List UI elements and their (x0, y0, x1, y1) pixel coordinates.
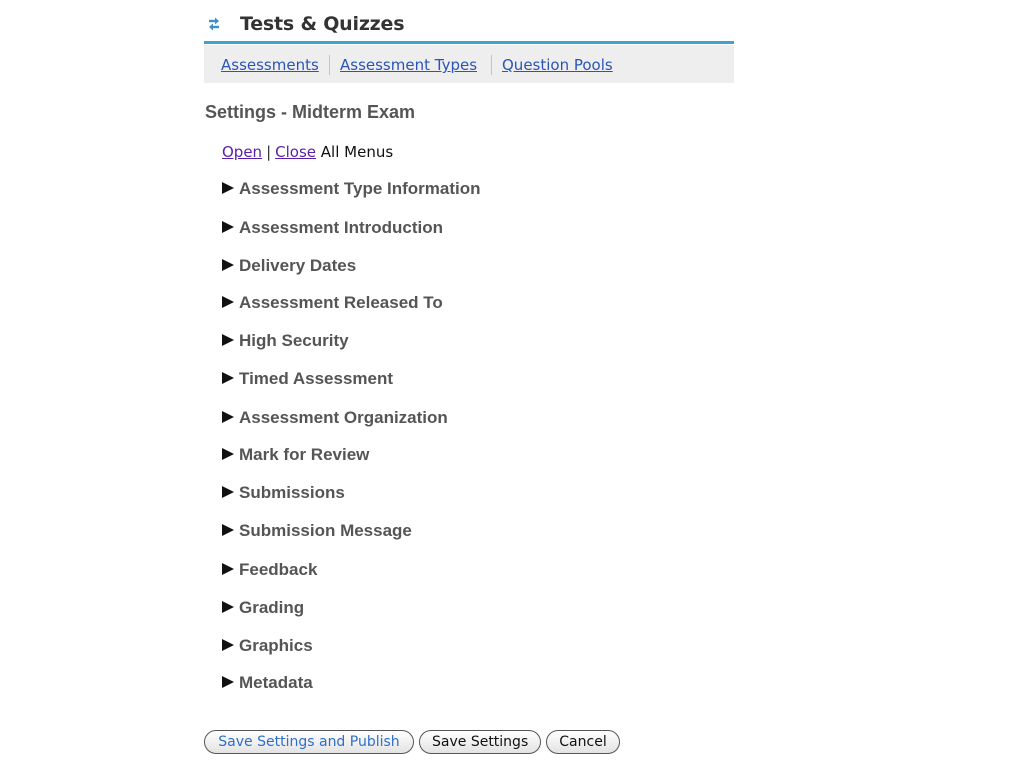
section-grading[interactable] (222, 598, 304, 622)
section-delivery-dates[interactable] (222, 256, 356, 280)
section-graphics[interactable] (222, 636, 313, 660)
section-label: Assessment Released To (239, 293, 443, 312)
tool-nav-bar (204, 45, 734, 83)
nav-link-assessment-types[interactable]: Assessment Types (340, 56, 478, 74)
tool-header (204, 6, 734, 44)
tool-title: Tests & Quizzes (240, 13, 405, 35)
menu-toggle (222, 143, 393, 161)
section-feedback[interactable] (222, 560, 317, 584)
expand-arrow-icon (222, 372, 234, 384)
section-assessment-organization[interactable] (222, 408, 448, 432)
expand-arrow-icon (222, 486, 234, 498)
section-label: Mark for Review (239, 445, 370, 464)
close-all-menus-link[interactable]: Close (275, 143, 317, 161)
expand-arrow-icon (222, 524, 234, 536)
expand-arrow-icon (222, 259, 234, 271)
section-label: Assessment Organization (239, 408, 448, 427)
section-metadata[interactable] (222, 673, 313, 697)
page-title: Settings - Midterm Exam (205, 102, 416, 122)
section-submission-message[interactable] (222, 521, 412, 545)
save-settings-and-publish-button[interactable]: Save Settings and Publish (204, 730, 414, 754)
expand-arrow-icon (222, 334, 234, 346)
save-settings-button[interactable]: Save Settings (419, 730, 541, 754)
section-assessment-introduction[interactable] (222, 218, 443, 242)
nav-separator (329, 55, 330, 75)
expand-arrow-icon (222, 563, 234, 575)
section-label: Graphics (239, 636, 313, 655)
expand-arrow-icon (222, 601, 234, 613)
section-label: High Security (239, 331, 349, 350)
section-mark-for-review[interactable] (222, 445, 369, 469)
section-label: Assessment Type Information (239, 179, 481, 198)
section-label: Assessment Introduction (239, 218, 444, 237)
section-label: Submission Message (239, 521, 412, 540)
section-label: Metadata (239, 673, 313, 692)
menu-toggle-separator: | (266, 143, 272, 161)
cancel-button[interactable]: Cancel (546, 730, 620, 754)
section-label: Submissions (239, 483, 345, 502)
section-submissions[interactable] (222, 483, 345, 507)
section-label: Grading (239, 598, 305, 617)
menu-toggle-suffix: All Menus (320, 143, 394, 161)
section-label: Feedback (239, 560, 318, 579)
expand-arrow-icon (222, 411, 234, 423)
nav-separator (491, 55, 492, 75)
refresh-arrows-icon (207, 15, 221, 33)
section-timed-assessment[interactable] (222, 369, 393, 393)
expand-arrow-icon (222, 296, 234, 308)
expand-arrow-icon (222, 221, 234, 233)
nav-link-question-pools[interactable]: Question Pools (502, 56, 613, 74)
expand-arrow-icon (222, 676, 234, 688)
section-label: Timed Assessment (239, 369, 394, 388)
open-all-menus-link[interactable]: Open (222, 143, 263, 161)
section-high-security[interactable] (222, 331, 349, 355)
nav-link-assessments[interactable]: Assessments (221, 56, 319, 74)
expand-arrow-icon (222, 182, 234, 194)
section-label: Delivery Dates (239, 256, 357, 275)
expand-arrow-icon (222, 639, 234, 651)
section-assessment-released-to[interactable] (222, 293, 443, 317)
expand-arrow-icon (222, 448, 234, 460)
section-assessment-type-information[interactable] (222, 179, 481, 203)
